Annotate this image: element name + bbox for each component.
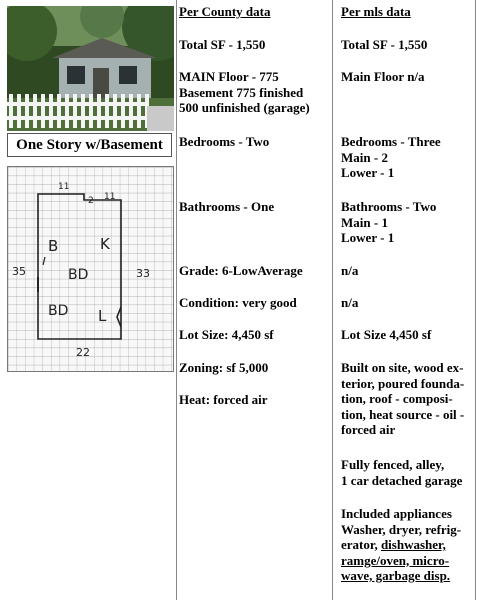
county-condition: Condition: very good [179, 295, 297, 310]
mls-total-sf: Total SF - 1,550 [341, 37, 428, 52]
plan-dim-right: 33 [136, 267, 150, 280]
house-type-caption: One Story w/Basement [7, 133, 172, 157]
mls-grade: n/a [341, 263, 359, 278]
mls-header: Per mls data [341, 4, 411, 19]
county-lot-size: Lot Size: 4,450 sf [179, 327, 274, 342]
plan-room-kitchen: K [100, 235, 110, 253]
plan-room-bedroom-1: BD [68, 267, 89, 283]
divider-left [176, 0, 177, 600]
plan-dim-left: 35 [12, 265, 26, 278]
plan-room-living: L [98, 307, 107, 325]
mls-appliances [341, 506, 461, 584]
plan-dim-top-left: 11 [58, 182, 70, 192]
mls-appliances-text: Included appliances Washer, dryer, refrig- erator, [341, 506, 462, 552]
county-bedrooms: Bedrooms - Two [179, 134, 270, 149]
mls-main-floor: Main Floor n/a [341, 69, 425, 84]
mls-bathrooms: Bathrooms - Two Main - 1 Lower - 1 [341, 199, 437, 245]
plan-dim-bottom: 22 [76, 346, 90, 359]
mls-appliances-underlined: dishwasher, ramge/oven, micro- wave, garbage disp. [341, 537, 451, 583]
county-header: Per County data [179, 4, 271, 19]
plan-dim-top-mid: 2 [88, 196, 94, 206]
mls-condition: n/a [341, 295, 359, 310]
mls-lot-size: Lot Size 4,450 sf [341, 327, 432, 342]
mls-construction: Built on site, wood ex- terior, poured founda- tion, roof - composi- tion, heat source - oil - forced air [341, 360, 465, 437]
county-bathrooms: Bathrooms - One [179, 199, 275, 214]
mls-bedrooms: Bedrooms - Three Main - 2 Lower - 1 [341, 134, 441, 180]
house-photo [7, 6, 174, 131]
county-grade: Grade: 6-LowAverage [179, 263, 303, 278]
divider-middle [332, 0, 333, 600]
plan-room-bedroom-2: BD [48, 303, 69, 319]
floor-plan-sketch [7, 166, 174, 372]
county-main-floor: MAIN Floor - 775 Basement 775 finished 500 unfinished (garage) [179, 69, 310, 115]
county-total-sf: Total SF - 1,550 [179, 37, 266, 52]
plan-dim-top-right: 11 [104, 192, 116, 202]
mls-fencing: Fully fenced, alley, 1 car detached garage [341, 457, 463, 488]
divider-right [475, 0, 476, 600]
county-heat: Heat: forced air [179, 392, 268, 407]
plan-room-bath: B [48, 237, 59, 255]
county-zoning: Zoning: sf 5,000 [179, 360, 269, 375]
